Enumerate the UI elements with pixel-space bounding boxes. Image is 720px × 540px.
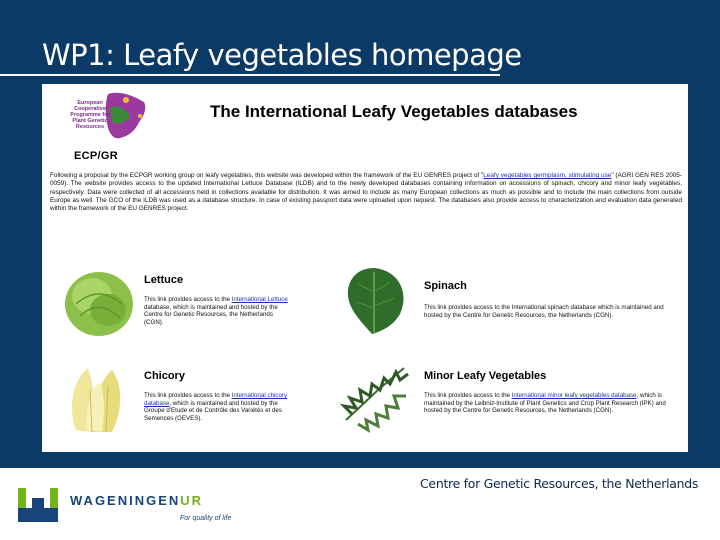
spinach-title[interactable]: Spinach xyxy=(424,280,467,292)
lettuce-image[interactable] xyxy=(62,264,136,340)
page-heading: The International Leafy Vegetables databases xyxy=(210,102,578,121)
spinach-description xyxy=(424,304,676,319)
spinach-desc-text-2: which is maintained and hosted by the Centre for Genetic Resources, the Netherlands (CGN). xyxy=(424,304,664,319)
title-underline xyxy=(0,74,500,76)
lettuce-database-link[interactable]: International Lettuce xyxy=(231,296,288,303)
minor-leafy-vegetables-title[interactable]: Minor Leafy Vegetables xyxy=(424,370,547,382)
lettuce-title[interactable]: Lettuce xyxy=(144,274,184,286)
intro-text-2: " (AGRI GEN RES 2005-0059). The website provides access to the updated International Lettuce Database (ILDB) and to the newly developed databases containing information on accessions of spinach, chicory and minor leafy vegetables, respectively. Data were collected of all accessions held in collections available for distribution. It was aimed to include as many European collections as much as possible and to include the main collections from outside Europe as well. The GCO of the ILDB was used as a database structure. In case of existing passport data were uploaded upon request. The databases also provide access to characterization and evaluation data generated within the framework of the EU GENRES project. xyxy=(50,172,682,213)
footer-organization: Centre for Genetic Resources, the Netherlands xyxy=(420,476,699,491)
chicory-database-link[interactable]: International chicory database xyxy=(144,392,288,407)
spinach-image[interactable] xyxy=(338,262,412,338)
ecpgr-logo-text: European Cooperative Programme for Plant Genetic Resources xyxy=(70,100,110,130)
lettuce-desc-text-1: This link provides access to the xyxy=(144,296,232,303)
minor-leafy-vegetables-description xyxy=(424,392,676,415)
chicory-title[interactable]: Chicory xyxy=(144,370,185,382)
intro-paragraph xyxy=(50,172,682,213)
ecpgr-wordmark: ECP/GR xyxy=(74,150,118,162)
wageningen-ur-logo xyxy=(14,484,244,530)
intro-text-1: Following a proposal by the ECPGR working group on leafy vegetables, this website was developed within the framework of the EU GENRES project of " xyxy=(50,172,484,179)
minor-leafy-vegetables-database-link[interactable]: International minor leafy vegetables database xyxy=(511,392,637,399)
wur-suffix-text: UR xyxy=(180,493,204,508)
slide-title: WP1: Leafy vegetables homepage xyxy=(42,38,522,72)
wur-name-text: WAGENINGEN xyxy=(70,493,181,508)
spinach-desc-text-1: This link provides access to the xyxy=(424,304,512,311)
minor-desc-text-2: , which is maintained by the Leibniz-Institute of Plant Genetics and Crop Plant Research (IPK) and hosted by the Centre for Genetic Resources, the Netherlands (CGN). xyxy=(424,392,666,415)
lettuce-description xyxy=(144,296,294,326)
wur-tagline: For quality of life xyxy=(180,515,232,522)
wur-emblem-icon xyxy=(14,484,64,530)
minor-leafy-vegetables-image[interactable] xyxy=(338,360,412,436)
minor-desc-text-1: This link provides access to the xyxy=(424,392,512,399)
lettuce-desc-text-2: database, which is maintained and hosted by the Centre for Genetic Resources, the Netherlands (CGN). xyxy=(144,303,278,326)
wur-wordmark xyxy=(70,493,203,508)
chicory-desc-text-1: This link provides access to the xyxy=(144,392,232,399)
ecpgr-logo xyxy=(60,88,150,164)
chicory-description xyxy=(144,392,299,422)
chicory-image[interactable] xyxy=(62,360,136,436)
intro-project-link[interactable]: Leafy vegetables germplasm, stimulating use xyxy=(483,172,612,179)
chicory-desc-text-2: , which is maintained and hosted by the Groupe d'Etude et de Contrôle des Variétés et des Semences (GEVES). xyxy=(144,399,282,422)
spinach-database-link[interactable]: International spinach database xyxy=(511,304,596,311)
website-screenshot xyxy=(42,84,688,452)
